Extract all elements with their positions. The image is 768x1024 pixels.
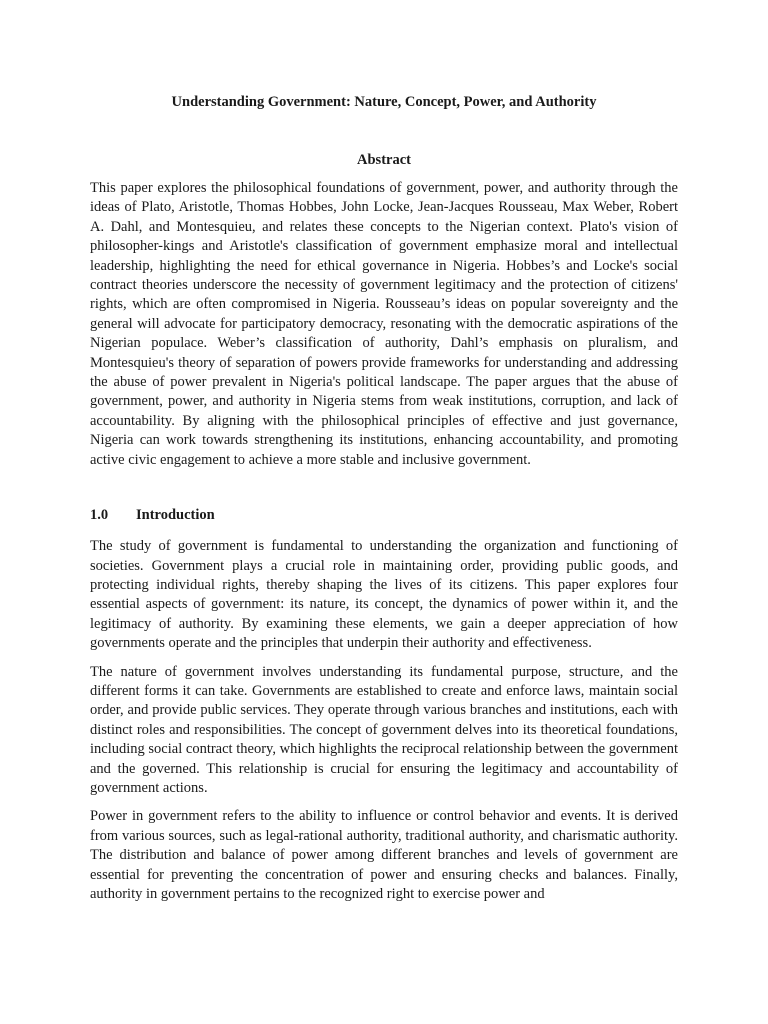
section-title: Introduction	[136, 507, 215, 524]
abstract-text: This paper explores the philosophical foundations of government, power, and authority through the ideas of Plato, Aristotle, Thomas Hobbes, John Locke, Jean-Jacques Rousseau, Max Weber, Robert A. Dahl, and Montesquieu, and relates these concepts to the Nigerian context. Plato's vision of philosopher-kings and Aristotle's classification of government emphasize moral and intellectual leadership, highlighting the need for ethical governance in Nigeria. Hobbes’s and Locke's social contract theories underscore the necessity of government legitimacy and the protection of citizens' rights, which are often compromised in Nigeria. Rousseau’s ideas on popular sovereignty and the general will advocate for participatory democracy, resonating with the democratic aspirations of the Nigerian populace. Weber’s classification of authority, Dahl’s emphasis on pluralism, and Montesquieu's theory of separation of powers provide frameworks for understanding and addressing the abuse of power prevalent in Nigeria's political landscape. The paper argues that the abuse of government, power, and authority in Nigeria stems from weak institutions, corruption, and lack of accountability. By aligning with the philosophical principles of effective and just governance, Nigeria can work towards strengthening its institutions, enhancing accountability, and promoting active civic engagement to achieve a more stable and inclusive government.	[90, 180, 678, 468]
introduction-paragraph-3: Power in government refers to the ability to influence or control behavior and events. It is derived from various sources, such as legal-rational authority, traditional authority, and charismatic authority. The distribution and balance of power among different branches and levels of government are essential for preventing the concentration of power and ensuring checks and balances. Finally, authority in government pertains to the recognized right to exercise power and	[90, 808, 678, 902]
introduction-heading	[90, 506, 678, 525]
document-content	[90, 93, 678, 913]
abstract-heading: Abstract	[357, 152, 411, 168]
introduction-paragraph-2: The nature of government involves understanding its fundamental purpose, structure, and the different forms it can take. Governments are established to create and enforce laws, maintain social order, and provide public services. They operate through various branches and institutions, each with distinct roles and responsibilities. The concept of government delves into its theoretical foundations, including social contract theory, which highlights the reciprocal relationship between the government and the governed. This relationship is crucial for ensuring the legitimacy and accountability of government actions.	[90, 663, 678, 796]
document-title: Understanding Government: Nature, Concept, Power, and Authority	[171, 94, 597, 110]
introduction-paragraph-1: The study of government is fundamental to understanding the organization and functioning of societies. Government plays a crucial role in maintaining order, providing public goods, and protecting individual rights, thereby shaping the lives of its citizens. This paper explores four essential aspects of government: its nature, its concept, the dynamics of power within it, and the legitimacy of authority. By examining these elements, we gain a deeper appreciation of how governments operate and the principles that underpin their authority and effectiveness.	[90, 538, 678, 652]
section-number: 1.0	[90, 507, 109, 524]
